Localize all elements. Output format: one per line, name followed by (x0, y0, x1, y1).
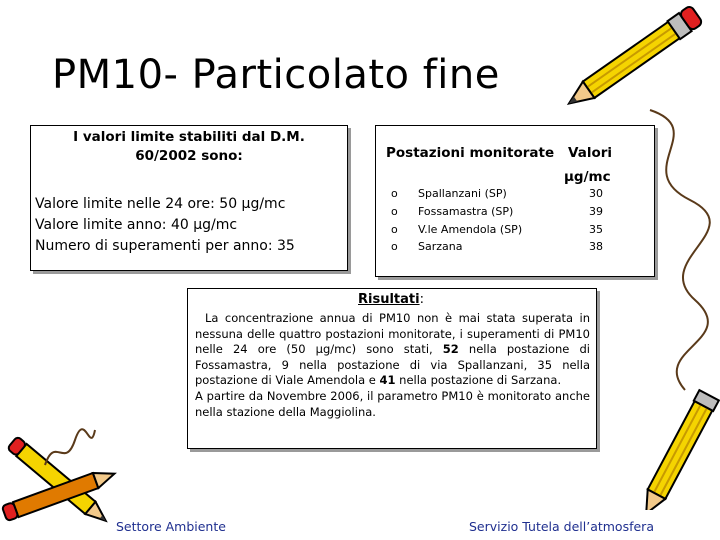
pencil-icon (640, 90, 720, 510)
results-paragraph-1 (195, 311, 590, 389)
results-count-fossamastra: 52 (442, 342, 459, 357)
results-paragraph-2: A partire da Novembre 2006, il parametro PM10 è monitorato anche nella stazione della Maggiolina. (195, 388, 590, 419)
footer-right-text: Servizio Tutela dell’atmosfera (469, 519, 654, 534)
station-name: V.le Amendola (SP) (418, 223, 523, 236)
results-text (195, 311, 590, 420)
limit-line-exceedances: Numero di superamenti per anno: 35 (35, 238, 295, 254)
results-p1-part-d: nella postazione di Sarzana. (395, 373, 562, 388)
station-value: 39 (589, 205, 603, 218)
limits-list (35, 194, 295, 257)
values-unit-label: μg/mc (564, 169, 611, 185)
limits-heading-line-1: I valori limite stabiliti dal D.M. (73, 129, 305, 145)
limits-heading (31, 128, 347, 166)
bullet: o (391, 187, 398, 200)
limit-line-year: Valore limite anno: 40 μg/mc (35, 217, 238, 233)
results-p1-part-a: La concentrazione annua di PM10 non è mai stata superata in nessuna delle quattro postazioni monitorate, i superamenti di PM10 nelle 24 ore (50 μg/mc) sono stati, (195, 311, 590, 357)
results-heading (358, 292, 424, 307)
station-row (391, 203, 611, 220)
results-heading-colon: : (419, 292, 424, 307)
bullet: o (391, 240, 398, 253)
page-title: PM10- Particolato fine (52, 52, 500, 98)
results-heading-label: Risultati (358, 292, 420, 307)
results-box (187, 288, 597, 449)
stations-header-label: Postazioni monitorate (386, 145, 555, 161)
station-value: 35 (589, 223, 603, 236)
bullet: o (391, 223, 398, 236)
limits-heading-line-2: 60/2002 sono: (135, 148, 243, 164)
station-name: Spallanzani (SP) (418, 187, 507, 200)
results-p1-part-c: nella postazione di Fossamastra, 9 nella postazione di via Spallanzani, 35 nella postazione di Viale Amendola e (195, 342, 590, 388)
scribble-icon (40, 425, 100, 475)
limit-line-24h: Valore limite nelle 24 ore: 50 μg/mc (35, 196, 286, 212)
footer-left-text: Settore Ambiente (116, 519, 226, 534)
station-name: Sarzana (418, 240, 463, 253)
station-name: Fossamastra (SP) (418, 205, 514, 218)
station-row (391, 238, 611, 255)
values-header-label: Valori (568, 145, 613, 161)
limits-box (30, 125, 348, 271)
bullet: o (391, 205, 398, 218)
station-row (391, 185, 611, 202)
stations-box (375, 125, 655, 277)
station-row (391, 221, 611, 238)
results-count-sarzana: 41 (379, 373, 396, 388)
station-value: 38 (589, 240, 603, 253)
station-value: 30 (589, 187, 603, 200)
